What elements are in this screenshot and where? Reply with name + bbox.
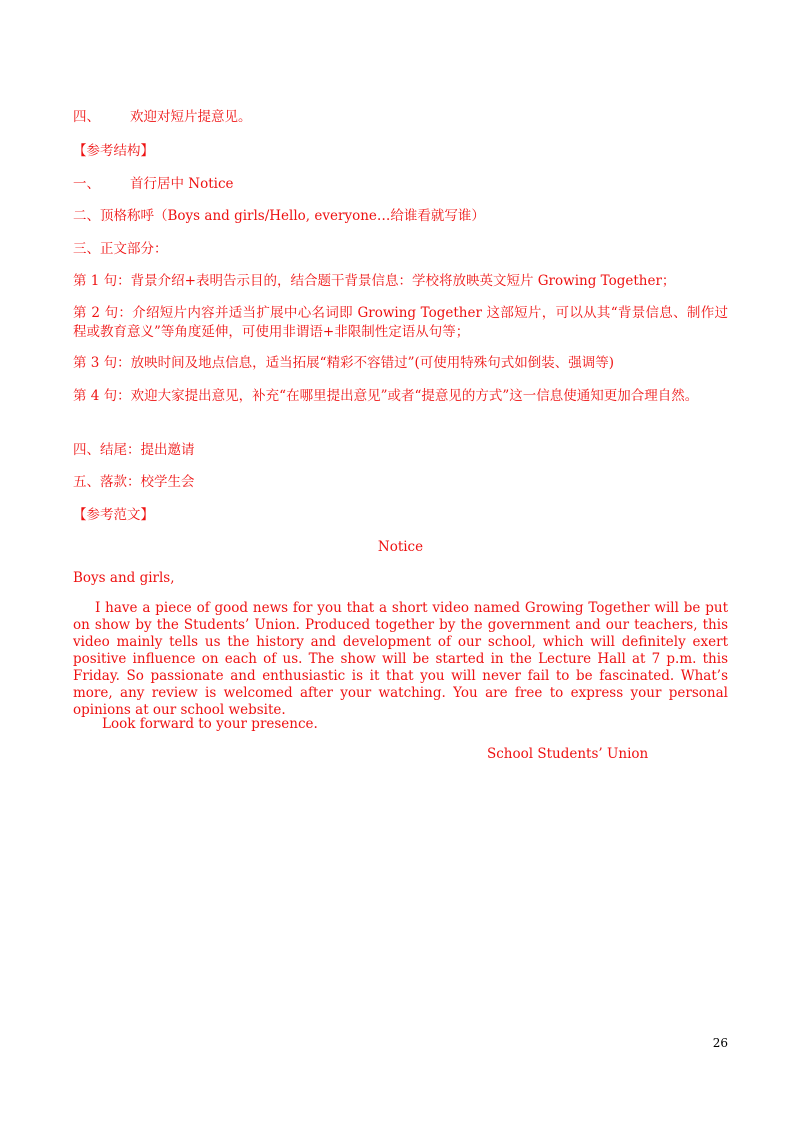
closing-line: Look forward to your presence. xyxy=(102,716,318,732)
item-text: 首行居中 Notice xyxy=(130,176,234,192)
signature: School Students’ Union xyxy=(487,746,649,762)
sentence-two: 第 2 句：介绍短片内容并适当扩展中心名词即 Growing Together 这部短片，可以从其“背景信息、制作过程或教育意义”等角度延伸，可使用非谓语+非限制性定语从句等； xyxy=(73,305,728,340)
sentence-four: 第 4 句：欢迎大家提出意见，补充“在哪里提出意见”或者“提意见的方式”这一信息使通知更加合理自然。 xyxy=(73,388,699,404)
reference-sample-heading: 【参考范文】 xyxy=(73,507,154,523)
sentence-three: 第 3 句：放映时间及地点信息，适当拓展“精彩不容错过”(可使用特殊句式如倒装、强调等) xyxy=(73,355,615,371)
structure-item-one xyxy=(73,175,728,194)
structure-item-two: 二、顶格称呼（Boys and girls/Hello, everyone…给谁看就写谁） xyxy=(73,208,485,224)
structure-item-three: 三、正文部分： xyxy=(73,241,168,257)
item-number: 四、 xyxy=(73,109,100,125)
structure-item-four: 四、结尾：提出邀请 xyxy=(73,442,195,458)
reference-structure-heading: 【参考结构】 xyxy=(73,143,154,159)
structure-item-five: 五、落款：校学生会 xyxy=(73,474,195,490)
page-number: 26 xyxy=(712,1036,728,1050)
notice-body: I have a piece of good news for you that a short video named Growing Together will be put on show by the Students’ Union. Produced together by the government and our teachers, this video mainly tells us the history and development of our school, which will definitely exert positive influence on each of us. The show will be started in the Lecture Hall at 7 p.m. this Friday. So passionate and enthusiastic is it that you will never fail to be fascinated. What’s more, any review is welcomed after your watching. You are free to express your personal opinions at our school website. xyxy=(73,600,728,718)
notice-title: Notice xyxy=(377,539,424,555)
item-number: 一、 xyxy=(73,176,100,192)
item-text: 欢迎对短片提意见。 xyxy=(130,109,252,125)
sentence-one: 第 1 句：背景介绍+表明告示目的，结合题干背景信息：学校将放映英文短片 Growing Together； xyxy=(73,273,676,289)
greeting: Boys and girls, xyxy=(73,570,175,586)
item-four xyxy=(73,108,728,127)
